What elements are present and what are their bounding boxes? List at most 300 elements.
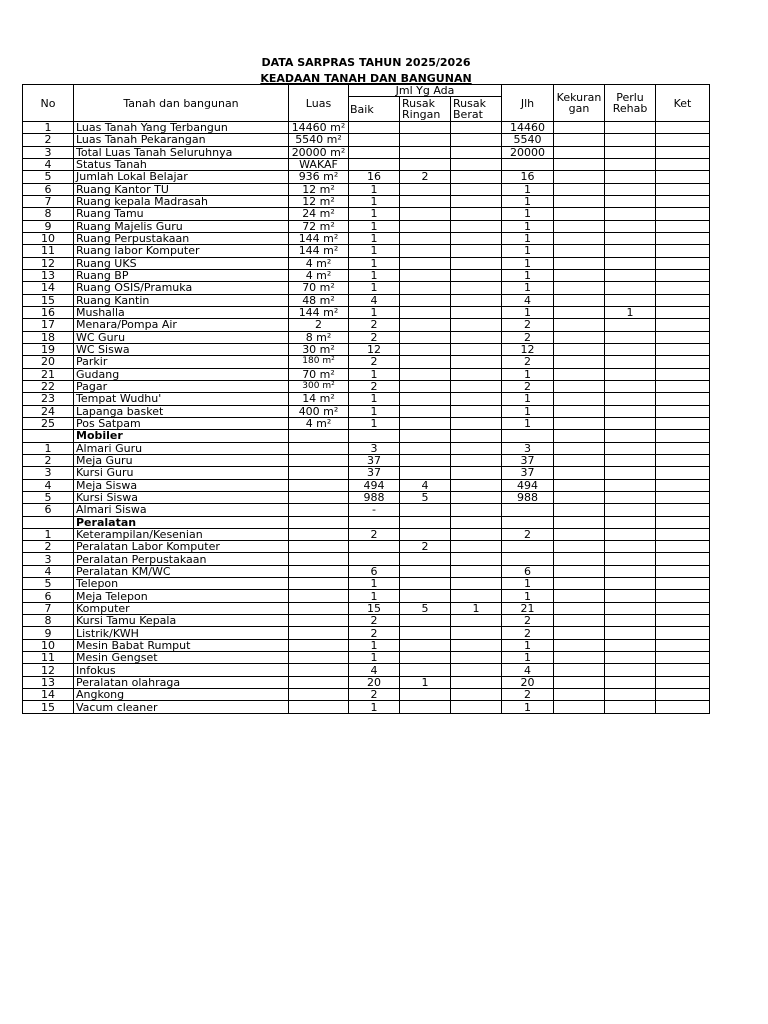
cell-rusak-ringan — [400, 134, 451, 146]
header-rusak-berat-line2: Berat — [453, 108, 483, 121]
cell-luas: 2 — [289, 319, 349, 331]
cell-perlu-rehab — [605, 393, 656, 405]
cell-item-name: Menara/Pompa Air — [74, 319, 289, 331]
cell-rusak-ringan — [400, 652, 451, 664]
cell-ket — [656, 319, 710, 331]
table-row — [23, 590, 710, 602]
cell-perlu-rehab — [605, 319, 656, 331]
header-luas: Luas — [289, 85, 349, 122]
cell-kekurangan — [554, 158, 605, 170]
cell-no: 2 — [23, 454, 74, 466]
cell-rusak-berat — [451, 294, 502, 306]
cell-kekurangan — [554, 565, 605, 577]
cell-ket — [656, 689, 710, 701]
cell-kekurangan — [554, 208, 605, 220]
cell-ket — [656, 368, 710, 380]
header-perlu-rehab-line2: Rehab — [612, 102, 648, 115]
document-title: DATA SARPRAS TAHUN 2025/2026 — [261, 56, 471, 69]
cell-luas — [289, 504, 349, 516]
cell-ket — [656, 528, 710, 540]
cell-rusak-ringan — [400, 430, 451, 442]
cell-kekurangan — [554, 627, 605, 639]
cell-item-name: Mobiler — [74, 430, 289, 442]
cell-item-name: Meja Guru — [74, 454, 289, 466]
cell-rusak-berat — [451, 553, 502, 565]
cell-perlu-rehab — [605, 701, 656, 713]
cell-rusak-berat — [451, 504, 502, 516]
cell-item-name: Jumlah Lokal Belajar — [74, 171, 289, 183]
cell-ket — [656, 405, 710, 417]
cell-baik — [349, 146, 400, 158]
cell-kekurangan — [554, 602, 605, 614]
cell-jlh: 1 — [502, 368, 554, 380]
cell-perlu-rehab — [605, 676, 656, 688]
cell-jlh: 6 — [502, 565, 554, 577]
cell-baik: 1 — [349, 257, 400, 269]
cell-rusak-berat — [451, 356, 502, 368]
cell-baik: 1 — [349, 701, 400, 713]
cell-baik: 12 — [349, 343, 400, 355]
sarpras-table — [22, 84, 710, 714]
cell-no: 1 — [23, 528, 74, 540]
header-rusak-ringan-line2: Ringan — [402, 108, 441, 121]
cell-luas — [289, 491, 349, 503]
cell-ket — [656, 282, 710, 294]
cell-kekurangan — [554, 590, 605, 602]
cell-luas: 8 m² — [289, 331, 349, 343]
cell-ket — [656, 491, 710, 503]
cell-luas: 48 m² — [289, 294, 349, 306]
cell-ket — [656, 676, 710, 688]
cell-rusak-ringan — [400, 553, 451, 565]
cell-ket — [656, 652, 710, 664]
table-row — [23, 639, 710, 651]
cell-perlu-rehab — [605, 615, 656, 627]
cell-luas — [289, 590, 349, 602]
cell-rusak-ringan — [400, 442, 451, 454]
cell-jlh: 20 — [502, 676, 554, 688]
cell-rusak-berat — [451, 664, 502, 676]
cell-rusak-ringan — [400, 454, 451, 466]
cell-no: 25 — [23, 417, 74, 429]
header-rusak-ringan-line1: Rusak — [402, 97, 435, 110]
cell-kekurangan — [554, 343, 605, 355]
cell-rusak-ringan — [400, 269, 451, 281]
cell-luas: 144 m² — [289, 306, 349, 318]
cell-rusak-ringan — [400, 294, 451, 306]
cell-item-name: Total Luas Tanah Seluruhnya — [74, 146, 289, 158]
cell-kekurangan — [554, 269, 605, 281]
table-row — [23, 195, 710, 207]
table-row — [23, 504, 710, 516]
cell-rusak-ringan: 5 — [400, 602, 451, 614]
table-row — [23, 541, 710, 553]
cell-baik: 494 — [349, 479, 400, 491]
cell-rusak-berat: 1 — [451, 602, 502, 614]
cell-perlu-rehab — [605, 454, 656, 466]
cell-jlh: 12 — [502, 343, 554, 355]
table-row — [23, 380, 710, 392]
cell-baik: 1 — [349, 393, 400, 405]
cell-baik — [349, 134, 400, 146]
cell-baik: 1 — [349, 639, 400, 651]
cell-baik: 37 — [349, 454, 400, 466]
cell-rusak-ringan: 4 — [400, 479, 451, 491]
cell-ket — [656, 245, 710, 257]
cell-luas — [289, 454, 349, 466]
cell-item-name: Meja Telepon — [74, 590, 289, 602]
cell-luas: 12 m² — [289, 183, 349, 195]
cell-no: 6 — [23, 183, 74, 195]
cell-rusak-berat — [451, 171, 502, 183]
cell-no: 7 — [23, 195, 74, 207]
cell-no: 11 — [23, 652, 74, 664]
cell-item-name: Angkong — [74, 689, 289, 701]
cell-rusak-berat — [451, 269, 502, 281]
table-row — [23, 689, 710, 701]
cell-rusak-ringan — [400, 158, 451, 170]
cell-jlh: 2 — [502, 689, 554, 701]
cell-jlh — [502, 158, 554, 170]
cell-perlu-rehab — [605, 146, 656, 158]
cell-no: 8 — [23, 615, 74, 627]
cell-perlu-rehab — [605, 282, 656, 294]
cell-rusak-berat — [451, 590, 502, 602]
cell-item-name: Infokus — [74, 664, 289, 676]
cell-item-name: Peralatan Labor Komputer — [74, 541, 289, 553]
cell-jlh: 1 — [502, 183, 554, 195]
cell-jlh: 2 — [502, 319, 554, 331]
cell-kekurangan — [554, 134, 605, 146]
cell-item-name: Ruang Kantor TU — [74, 183, 289, 195]
cell-rusak-berat — [451, 220, 502, 232]
header-jlh: Jlh — [502, 85, 554, 122]
cell-no: 4 — [23, 479, 74, 491]
cell-kekurangan — [554, 319, 605, 331]
cell-jlh: 1 — [502, 208, 554, 220]
cell-kekurangan — [554, 380, 605, 392]
table-row — [23, 676, 710, 688]
cell-kekurangan — [554, 306, 605, 318]
cell-ket — [656, 479, 710, 491]
cell-rusak-ringan — [400, 232, 451, 244]
header-ket: Ket — [656, 85, 710, 122]
table-row — [23, 269, 710, 281]
cell-rusak-ringan — [400, 220, 451, 232]
cell-ket — [656, 417, 710, 429]
cell-rusak-ringan — [400, 615, 451, 627]
cell-perlu-rehab — [605, 331, 656, 343]
cell-perlu-rehab — [605, 208, 656, 220]
cell-perlu-rehab — [605, 405, 656, 417]
cell-rusak-berat — [451, 430, 502, 442]
cell-perlu-rehab — [605, 134, 656, 146]
cell-no: 11 — [23, 245, 74, 257]
cell-perlu-rehab — [605, 652, 656, 664]
cell-rusak-berat — [451, 158, 502, 170]
cell-luas — [289, 652, 349, 664]
cell-jlh: 1 — [502, 257, 554, 269]
table-row — [23, 257, 710, 269]
cell-rusak-berat — [451, 565, 502, 577]
cell-item-name: Mushalla — [74, 306, 289, 318]
cell-kekurangan — [554, 294, 605, 306]
cell-luas: 5540 m² — [289, 134, 349, 146]
cell-rusak-berat — [451, 122, 502, 134]
table-row — [23, 294, 710, 306]
cell-item-name: Mesin Gengset — [74, 652, 289, 664]
cell-luas — [289, 615, 349, 627]
cell-perlu-rehab — [605, 183, 656, 195]
cell-rusak-berat — [451, 491, 502, 503]
cell-item-name: Lapanga basket — [74, 405, 289, 417]
cell-ket — [656, 195, 710, 207]
cell-perlu-rehab — [605, 294, 656, 306]
cell-no — [23, 430, 74, 442]
cell-luas — [289, 541, 349, 553]
cell-perlu-rehab — [605, 245, 656, 257]
cell-item-name: Ruang Majelis Guru — [74, 220, 289, 232]
cell-luas: 4 m² — [289, 269, 349, 281]
cell-rusak-ringan — [400, 368, 451, 380]
cell-ket — [656, 454, 710, 466]
cell-perlu-rehab — [605, 689, 656, 701]
cell-ket — [656, 664, 710, 676]
cell-rusak-berat — [451, 368, 502, 380]
cell-ket — [656, 541, 710, 553]
cell-perlu-rehab — [605, 257, 656, 269]
cell-rusak-berat — [451, 454, 502, 466]
cell-baik: 1 — [349, 590, 400, 602]
cell-ket — [656, 590, 710, 602]
cell-kekurangan — [554, 639, 605, 651]
cell-luas: 144 m² — [289, 245, 349, 257]
cell-jlh: 1 — [502, 405, 554, 417]
cell-luas: 72 m² — [289, 220, 349, 232]
cell-baik: 1 — [349, 245, 400, 257]
cell-jlh: 494 — [502, 479, 554, 491]
cell-rusak-berat — [451, 627, 502, 639]
cell-rusak-berat — [451, 393, 502, 405]
cell-rusak-berat — [451, 146, 502, 158]
section-row — [23, 516, 710, 528]
table-row — [23, 417, 710, 429]
cell-no: 10 — [23, 232, 74, 244]
cell-item-name: Kursi Siswa — [74, 491, 289, 503]
cell-jlh: 1 — [502, 393, 554, 405]
cell-baik: 4 — [349, 294, 400, 306]
table-row — [23, 368, 710, 380]
cell-no — [23, 516, 74, 528]
cell-baik: 1 — [349, 282, 400, 294]
table-row — [23, 405, 710, 417]
cell-luas — [289, 578, 349, 590]
cell-ket — [656, 356, 710, 368]
cell-no: 19 — [23, 343, 74, 355]
cell-jlh: 2 — [502, 528, 554, 540]
cell-rusak-berat — [451, 652, 502, 664]
cell-kekurangan — [554, 467, 605, 479]
document-subtitle: KEADAAN TANAH DAN BANGUNAN — [260, 72, 472, 85]
cell-perlu-rehab — [605, 417, 656, 429]
cell-no: 23 — [23, 393, 74, 405]
cell-luas: 20000 m² — [289, 146, 349, 158]
cell-jlh: 1 — [502, 269, 554, 281]
cell-rusak-ringan — [400, 245, 451, 257]
cell-rusak-ringan — [400, 282, 451, 294]
cell-baik: 2 — [349, 356, 400, 368]
cell-rusak-ringan: 1 — [400, 676, 451, 688]
cell-ket — [656, 467, 710, 479]
cell-perlu-rehab — [605, 504, 656, 516]
cell-jlh: 2 — [502, 615, 554, 627]
header-kekurangan — [554, 85, 605, 122]
cell-perlu-rehab — [605, 639, 656, 651]
table-row — [23, 553, 710, 565]
cell-no: 12 — [23, 257, 74, 269]
cell-no: 1 — [23, 442, 74, 454]
cell-jlh: 988 — [502, 491, 554, 503]
cell-baik — [349, 122, 400, 134]
cell-rusak-ringan — [400, 467, 451, 479]
cell-baik — [349, 430, 400, 442]
cell-item-name: Almari Siswa — [74, 504, 289, 516]
cell-jlh: 4 — [502, 294, 554, 306]
cell-rusak-ringan: 5 — [400, 491, 451, 503]
cell-no: 1 — [23, 122, 74, 134]
cell-perlu-rehab — [605, 158, 656, 170]
cell-ket — [656, 146, 710, 158]
cell-ket — [656, 578, 710, 590]
header-rusak-berat-line1: Rusak — [453, 97, 486, 110]
cell-baik: 1 — [349, 183, 400, 195]
table-row — [23, 319, 710, 331]
cell-ket — [656, 639, 710, 651]
cell-ket — [656, 430, 710, 442]
cell-ket — [656, 602, 710, 614]
cell-no: 14 — [23, 689, 74, 701]
cell-jlh: 1 — [502, 306, 554, 318]
cell-jlh: 37 — [502, 454, 554, 466]
cell-kekurangan — [554, 282, 605, 294]
cell-ket — [656, 516, 710, 528]
cell-rusak-ringan — [400, 504, 451, 516]
table-row — [23, 393, 710, 405]
header-jml-group: Jml Yg Ada — [349, 85, 502, 97]
header-kekurangan-line1: Kekuran — [556, 91, 602, 104]
cell-kekurangan — [554, 368, 605, 380]
cell-rusak-ringan — [400, 417, 451, 429]
table-row — [23, 528, 710, 540]
cell-item-name: Ruang Kantin — [74, 294, 289, 306]
cell-no: 9 — [23, 220, 74, 232]
cell-perlu-rehab — [605, 232, 656, 244]
cell-perlu-rehab — [605, 467, 656, 479]
cell-luas — [289, 602, 349, 614]
cell-no: 13 — [23, 269, 74, 281]
cell-jlh: 20000 — [502, 146, 554, 158]
cell-luas: 936 m² — [289, 171, 349, 183]
header-rusak-ringan — [400, 97, 451, 122]
cell-luas: 30 m² — [289, 343, 349, 355]
cell-rusak-ringan — [400, 122, 451, 134]
cell-baik: 2 — [349, 528, 400, 540]
cell-kekurangan — [554, 220, 605, 232]
cell-rusak-berat — [451, 183, 502, 195]
cell-ket — [656, 343, 710, 355]
cell-perlu-rehab — [605, 528, 656, 540]
cell-baik: 1 — [349, 368, 400, 380]
cell-kekurangan — [554, 454, 605, 466]
cell-jlh: 3 — [502, 442, 554, 454]
cell-baik: 3 — [349, 442, 400, 454]
cell-rusak-berat — [451, 528, 502, 540]
table-row — [23, 343, 710, 355]
cell-jlh: 4 — [502, 664, 554, 676]
cell-no: 18 — [23, 331, 74, 343]
cell-jlh: 2 — [502, 356, 554, 368]
cell-item-name: Peralatan KM/WC — [74, 565, 289, 577]
cell-item-name: Mesin Babat Rumput — [74, 639, 289, 651]
cell-rusak-berat — [451, 479, 502, 491]
cell-rusak-berat — [451, 516, 502, 528]
section-row — [23, 430, 710, 442]
cell-luas: 180 m² — [289, 356, 349, 368]
cell-kekurangan — [554, 331, 605, 343]
cell-item-name: Kursi Guru — [74, 467, 289, 479]
cell-luas — [289, 627, 349, 639]
cell-kekurangan — [554, 541, 605, 553]
cell-item-name: Vacum cleaner — [74, 701, 289, 713]
table-row — [23, 245, 710, 257]
cell-baik: 4 — [349, 664, 400, 676]
cell-perlu-rehab — [605, 664, 656, 676]
table-row — [23, 627, 710, 639]
cell-no: 5 — [23, 491, 74, 503]
cell-kekurangan — [554, 664, 605, 676]
cell-item-name: Ruang Tamu — [74, 208, 289, 220]
cell-jlh — [502, 430, 554, 442]
cell-rusak-berat — [451, 134, 502, 146]
cell-item-name: Ruang Perpustakaan — [74, 232, 289, 244]
cell-rusak-ringan — [400, 183, 451, 195]
cell-jlh: 1 — [502, 195, 554, 207]
cell-jlh — [502, 541, 554, 553]
cell-no: 16 — [23, 306, 74, 318]
cell-no: 3 — [23, 146, 74, 158]
cell-perlu-rehab — [605, 380, 656, 392]
cell-rusak-berat — [451, 615, 502, 627]
cell-ket — [656, 208, 710, 220]
table-row — [23, 134, 710, 146]
cell-ket — [656, 257, 710, 269]
cell-ket — [656, 122, 710, 134]
cell-kekurangan — [554, 122, 605, 134]
cell-baik: 20 — [349, 676, 400, 688]
cell-item-name: Ruang BP — [74, 269, 289, 281]
cell-jlh: 2 — [502, 331, 554, 343]
cell-item-name: Status Tanah — [74, 158, 289, 170]
cell-baik: 1 — [349, 208, 400, 220]
cell-ket — [656, 504, 710, 516]
cell-ket — [656, 306, 710, 318]
cell-no: 12 — [23, 664, 74, 676]
cell-item-name: Pos Satpam — [74, 417, 289, 429]
cell-perlu-rehab — [605, 269, 656, 281]
cell-ket — [656, 553, 710, 565]
cell-jlh: 5540 — [502, 134, 554, 146]
cell-item-name: Luas Tanah Yang Terbangun — [74, 122, 289, 134]
